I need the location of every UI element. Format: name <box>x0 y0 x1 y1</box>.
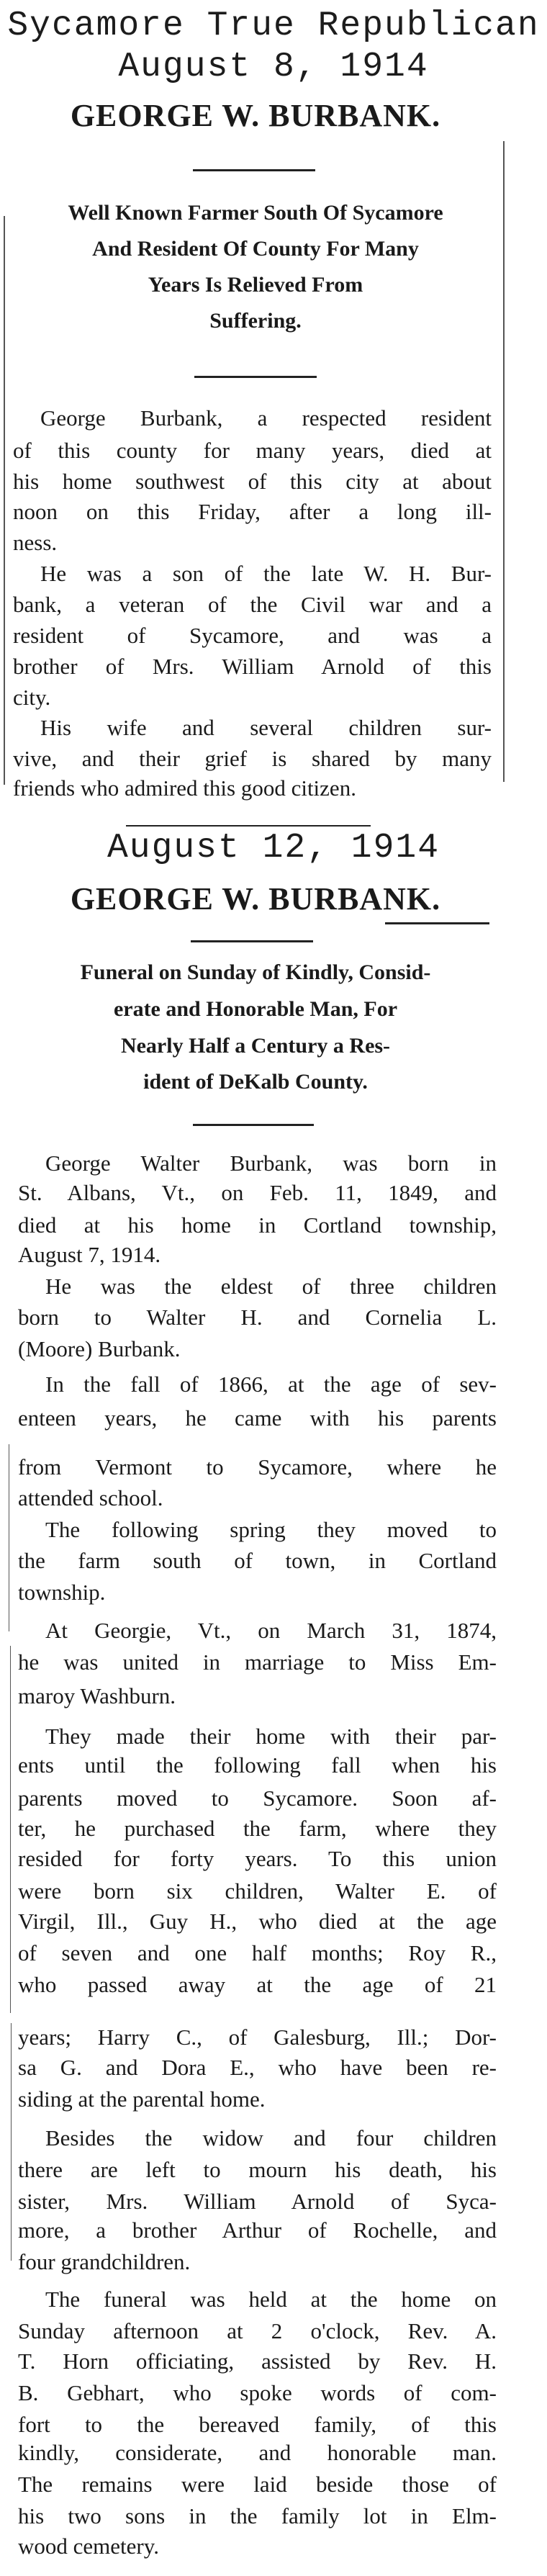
article-line: Virgil, Ill., Guy H., who died at the age <box>18 1909 497 1934</box>
article-line: fort to the bereaved family, of this <box>18 2412 497 2437</box>
article-line: enteen years, he came with his parents <box>18 1405 497 1431</box>
article-line: August 7, 1914. <box>18 1242 161 1267</box>
article-line: city. <box>13 685 51 710</box>
article-line: he was united in marriage to Miss Em- <box>18 1649 497 1675</box>
article-line: maroy Washburn. <box>18 1683 176 1708</box>
article-line: sister, Mrs. William Arnold of Syca- <box>18 2189 497 2214</box>
section2-subhead-line: Funeral on Sunday of Kindly, Consid- <box>80 960 431 984</box>
article-line: more, a brother Arthur of Rochelle, and <box>18 2217 497 2243</box>
article-line: He was the eldest of three children <box>45 1274 497 1299</box>
article-line: George Walter Burbank, was born in <box>45 1150 497 1176</box>
article-line: They made their home with their par- <box>45 1724 497 1749</box>
article-line: of seven and one half months; Roy R., <box>18 1940 497 1965</box>
article-line: B. Gebhart, who spoke words of com- <box>18 2380 497 2405</box>
divider-rule <box>194 376 317 378</box>
divider-rule <box>191 940 313 942</box>
article-line: attended school. <box>18 1485 163 1510</box>
section2-subhead-line: erate and Honorable Man, For <box>113 997 398 1021</box>
article-line: parents moved to Sycamore. Soon af- <box>18 1785 497 1811</box>
article-line: there are left to mourn his death, his <box>18 2157 497 2182</box>
article-line: resident of Sycamore, and was a <box>13 623 492 648</box>
column-border-left <box>4 216 5 785</box>
section1-subhead-line: Suffering. <box>209 309 302 333</box>
article-line: In the fall of 1866, at the age of sev- <box>45 1372 497 1397</box>
section1-headline: GEORGE W. BURBANK. <box>70 98 441 133</box>
article-line: were born six children, Walter E. of <box>18 1878 497 1904</box>
divider-rule <box>385 922 489 924</box>
section1-subhead-line: Well Known Farmer South Of Sycamore <box>68 201 443 225</box>
article-line: four grandchildren. <box>18 2249 191 2274</box>
section2-date: August 12, 1914 <box>107 829 440 868</box>
column-border-left <box>10 1646 11 2013</box>
article-line: The funeral was held at the home on <box>45 2287 497 2312</box>
article-line: noon on this Friday, after a long ill- <box>13 499 492 524</box>
article-line: wood cemetery. <box>18 2534 159 2559</box>
article-line: who passed away at the age of 21 <box>18 1972 497 1997</box>
article-line: the farm south of town, in Cortland <box>18 1548 497 1573</box>
article-line: The following spring they moved to <box>45 1517 497 1542</box>
article-line: resided for forty years. To this union <box>18 1846 497 1871</box>
article-line: sa G. and Dora E., who have been re- <box>18 2055 497 2080</box>
divider-rule <box>126 825 371 827</box>
newspaper-name: Sycamore True Republican <box>7 6 540 45</box>
article-line: born to Walter H. and Cornelia L. <box>18 1305 497 1330</box>
article-line: ness. <box>13 530 58 555</box>
article-line: died at his home in Cortland township, <box>18 1212 497 1238</box>
article-line: his home southwest of this city at about <box>13 469 492 494</box>
section1-subhead-line: Years Is Relieved From <box>148 273 363 297</box>
article-line: his two sons in the family lot in Elm- <box>18 2503 497 2528</box>
article-line: ents until the following fall when his <box>18 1752 497 1778</box>
article-line: His wife and several children sur- <box>40 715 492 740</box>
article-line: friends who admired this good citizen. <box>13 775 356 801</box>
article-line: St. Albans, Vt., on Feb. 11, 1849, and <box>18 1180 497 1205</box>
section1-date: August 8, 1914 <box>118 48 429 86</box>
column-border-left <box>11 2023 12 2261</box>
article-line: The remains were laid beside those of <box>18 2472 497 2497</box>
article-line: bank, a veteran of the Civil war and a <box>13 592 492 617</box>
article-line: ter, he purchased the farm, where they <box>18 1816 497 1841</box>
article-line: Besides the widow and four children <box>45 2125 497 2151</box>
article-line: He was a son of the late W. H. Bur- <box>40 561 492 586</box>
divider-rule <box>193 169 315 171</box>
article-line: from Vermont to Sycamore, where he <box>18 1454 497 1480</box>
article-line: Sunday afternoon at 2 o'clock, Rev. A. <box>18 2318 497 2343</box>
section2-subhead-line: Nearly Half a Century a Res- <box>120 1034 391 1058</box>
section1-subhead-line: And Resident Of County For Many <box>92 237 419 261</box>
article-line: of this county for many years, died at <box>13 438 492 463</box>
article-line: T. Horn officiating, assisted by Rev. H. <box>18 2348 497 2374</box>
article-line: siding at the parental home. <box>18 2086 266 2112</box>
article-line: township. <box>18 1580 106 1605</box>
section2-headline: GEORGE W. BURBANK. <box>70 881 441 917</box>
article-line: kindly, considerate, and honorable man. <box>18 2440 497 2465</box>
article-line: At Georgie, Vt., on March 31, 1874, <box>45 1618 497 1643</box>
article-line: (Moore) Burbank. <box>18 1336 181 1361</box>
article-line: George Burbank, a respected resident <box>40 405 492 431</box>
divider-rule <box>193 1124 314 1126</box>
article-line: years; Harry C., of Galesburg, Ill.; Dor- <box>18 2025 497 2050</box>
article-line: brother of Mrs. William Arnold of this <box>13 654 492 679</box>
section2-subhead-line: ident of DeKalb County. <box>143 1070 368 1094</box>
article-line: vive, and their grief is shared by many <box>13 746 492 771</box>
